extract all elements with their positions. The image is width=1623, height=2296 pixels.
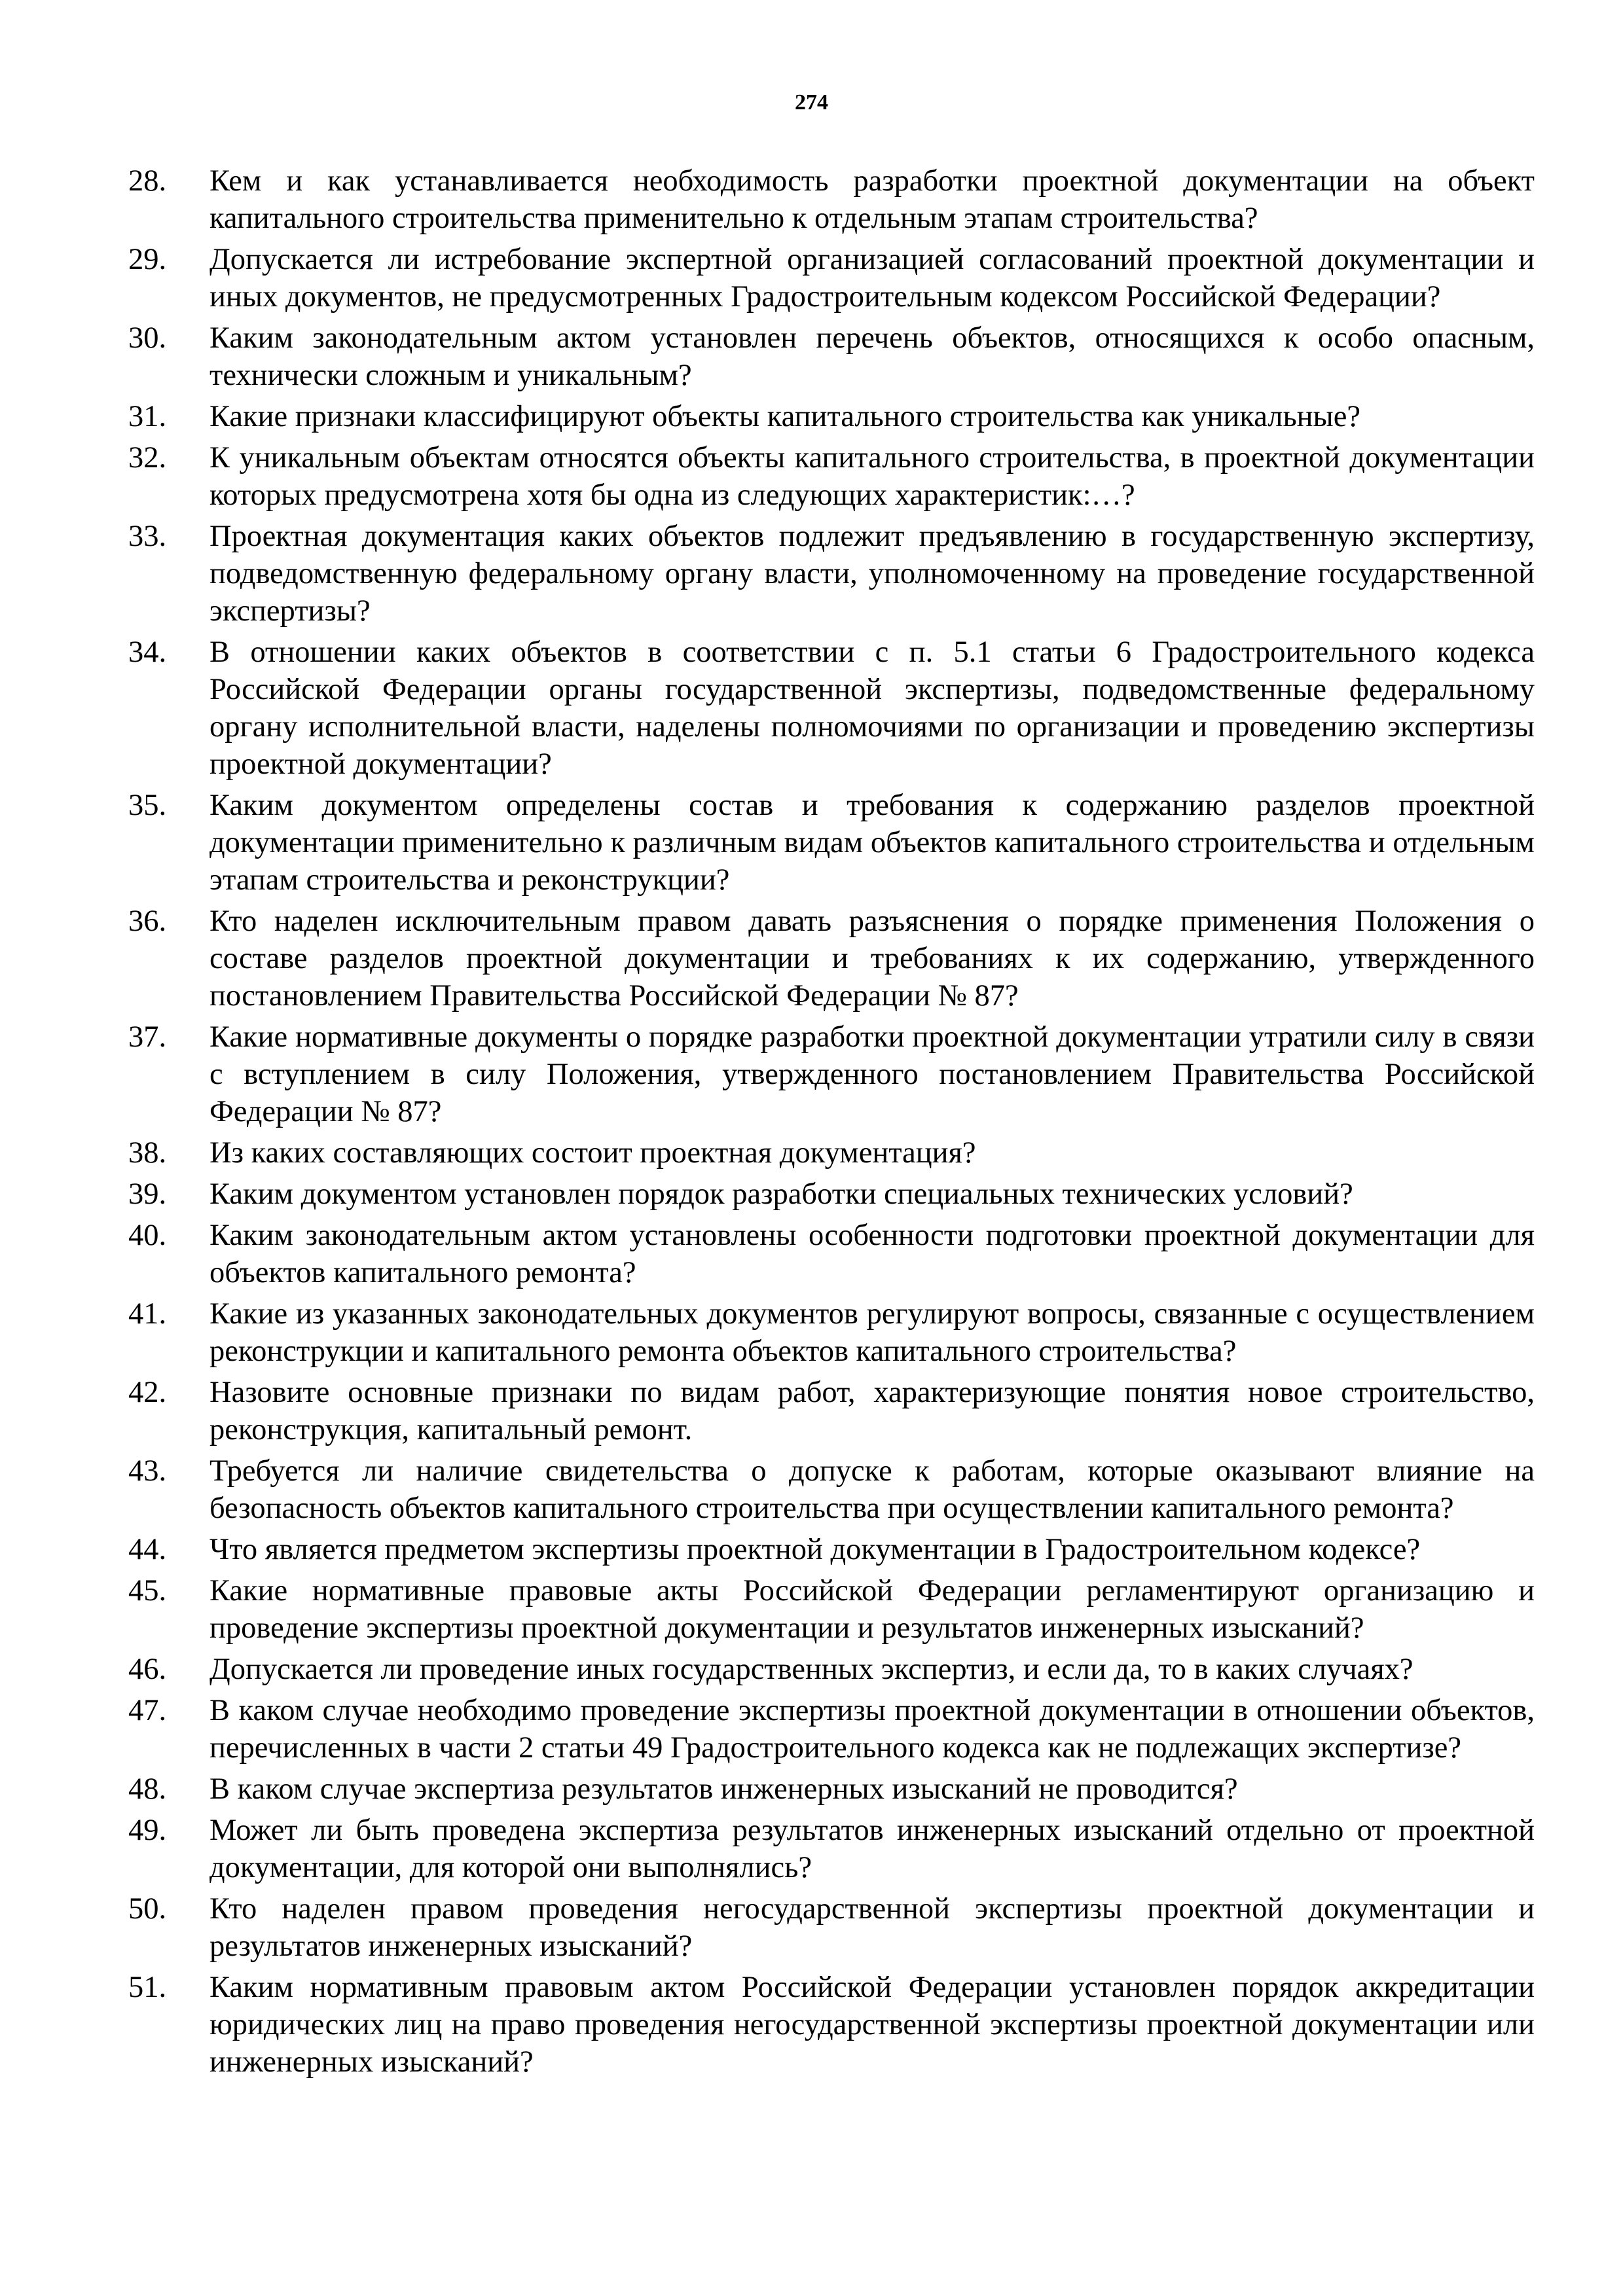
question-text: Кто наделен исключительным правом давать разъяснения о порядке применения Положения о составе разделов проектной документации и требованиях к их содержанию, утвержденного постановлением Правительства Российской Федерации № 87? <box>210 905 1535 1013</box>
question-text: К уникальным объектам относятся объекты капитального строительства, в проектной документации которых предусмотрена хотя бы одна из следующих характеристик:…? <box>210 441 1535 512</box>
question-48 <box>128 1770 1535 1808</box>
page-number: 274 <box>795 90 828 115</box>
question-number: 32. <box>128 441 167 475</box>
question-35 <box>128 787 1535 899</box>
question-text: Кто наделен правом проведения негосударственной экспертизы проектной документации и результатов инженерных изысканий? <box>210 1892 1535 1963</box>
question-30 <box>128 319 1535 394</box>
question-38 <box>128 1134 1535 1172</box>
question-number: 42. <box>128 1376 167 1409</box>
question-46 <box>128 1651 1535 1688</box>
question-text: Какие нормативные документы о порядке разработки проектной документации утратили силу в связи с вступлением в силу Положения, утвержденного постановлением Правительства Российской Федерации № 87? <box>210 1020 1535 1128</box>
question-number: 31. <box>128 400 167 433</box>
question-text: Каким документом определены состав и требования к содержанию разделов проектной документации применительно к различным видам объектов капитального строительства и отдельным этапам строительства и реконструкции? <box>210 789 1535 897</box>
question-number: 41. <box>128 1297 167 1331</box>
question-42 <box>128 1374 1535 1448</box>
question-text: Каким законодательным актом установлены особенности подготовки проектной документации для объектов капитального ремонта? <box>210 1219 1535 1289</box>
question-text: Требуется ли наличие свидетельства о допуске к работам, которые оказывают влияние на безопасность объектов капитального строительства при осуществлении капитального ремонта? <box>210 1454 1535 1525</box>
question-text: В каком случае необходимо проведение экспертизы проектной документации в отношении объектов, перечисленных в части 2 статьи 49 Градостроительного кодекса как не подлежащих экспертизе? <box>210 1694 1535 1765</box>
question-text: Какие из указанных законодательных документов регулируют вопросы, связанные с осуществлением реконструкции и капитального ремонта объектов капитального строительства? <box>210 1297 1535 1368</box>
question-number: 50. <box>128 1892 167 1926</box>
question-text: Что является предметом экспертизы проектной документации в Градостроительном кодексе? <box>210 1533 1421 1566</box>
question-40 <box>128 1217 1535 1291</box>
question-45 <box>128 1572 1535 1647</box>
question-32 <box>128 439 1535 514</box>
question-text: Проектная документация каких объектов подлежит предъявлению в государственную экспертизу, подведомственную федеральному органу власти, уполномоченному на проведение государственной экспертизы? <box>210 520 1535 628</box>
question-number: 34. <box>128 636 167 669</box>
question-29 <box>128 241 1535 315</box>
question-41 <box>128 1295 1535 1370</box>
question-number: 47. <box>128 1694 167 1727</box>
question-number: 45. <box>128 1574 167 1607</box>
question-text: Какие нормативные правовые акты Российской Федерации регламентируют организацию и проведение экспертизы проектной документации и результатов инженерных изысканий? <box>210 1574 1535 1645</box>
question-text: Какие признаки классифицируют объекты капитального строительства как уникальные? <box>210 400 1361 433</box>
question-number: 38. <box>128 1136 167 1170</box>
question-37 <box>128 1018 1535 1130</box>
question-text: В отношении каких объектов в соответствии с п. 5.1 статьи 6 Градостроительного кодекса Российской Федерации органы государственной экспертизы, подведомственные федеральному органу исполнительной власти, наделены полномочиями по организации и проведению экспертизы проектной документации? <box>210 636 1535 781</box>
question-number: 29. <box>128 243 167 276</box>
question-number: 33. <box>128 520 167 553</box>
question-text: В каком случае экспертиза результатов инженерных изысканий не проводится? <box>210 1772 1238 1806</box>
question-text: Кем и как устанавливается необходимость разработки проектной документации на объект капитального строительства применительно к отдельным этапам строительства? <box>210 164 1535 235</box>
question-39 <box>128 1175 1535 1213</box>
question-text: Может ли быть проведена экспертиза результатов инженерных изысканий отдельно от проектной документации, для которой они выполнялись? <box>210 1814 1535 1884</box>
question-number: 44. <box>128 1533 167 1566</box>
question-number: 37. <box>128 1020 167 1054</box>
question-text: Каким нормативным правовым актом Российской Федерации установлен порядок аккредитации юридических лиц на право проведения негосударственной экспертизы проектной документации или инженерных изысканий? <box>210 1971 1535 2079</box>
question-text: Допускается ли проведение иных государственных экспертиз, и если да, то в каких случаях? <box>210 1653 1413 1686</box>
question-43 <box>128 1452 1535 1527</box>
question-36 <box>128 903 1535 1014</box>
question-31 <box>128 398 1535 435</box>
question-50 <box>128 1890 1535 1965</box>
question-number: 36. <box>128 905 167 938</box>
question-49 <box>128 1812 1535 1886</box>
question-text: Из каких составляющих состоит проектная документация? <box>210 1136 976 1170</box>
question-number: 51. <box>128 1971 167 2004</box>
question-text: Назовите основные признаки по видам работ, характеризующие понятия новое строительство, реконструкция, капитальный ремонт. <box>210 1376 1535 1446</box>
question-text: Каким документом установлен порядок разработки специальных технических условий? <box>210 1177 1353 1211</box>
question-list <box>128 162 1535 2085</box>
question-28 <box>128 162 1535 237</box>
question-34 <box>128 634 1535 783</box>
question-number: 35. <box>128 789 167 822</box>
question-47 <box>128 1692 1535 1767</box>
question-number: 48. <box>128 1772 167 1806</box>
question-number: 40. <box>128 1219 167 1252</box>
question-number: 49. <box>128 1814 167 1847</box>
question-33 <box>128 518 1535 630</box>
question-number: 46. <box>128 1653 167 1686</box>
question-text: Каким законодательным актом установлен перечень объектов, относящихся к особо опасным, технически сложным и уникальным? <box>210 321 1535 392</box>
question-number: 39. <box>128 1177 167 1211</box>
question-number: 30. <box>128 321 167 355</box>
question-text: Допускается ли истребование экспертной организацией согласований проектной документации и иных документов, не предусмотренных Градостроительным кодексом Российской Федерации? <box>210 243 1535 314</box>
question-51 <box>128 1969 1535 2081</box>
question-number: 28. <box>128 164 167 198</box>
question-44 <box>128 1531 1535 1568</box>
question-number: 43. <box>128 1454 167 1488</box>
